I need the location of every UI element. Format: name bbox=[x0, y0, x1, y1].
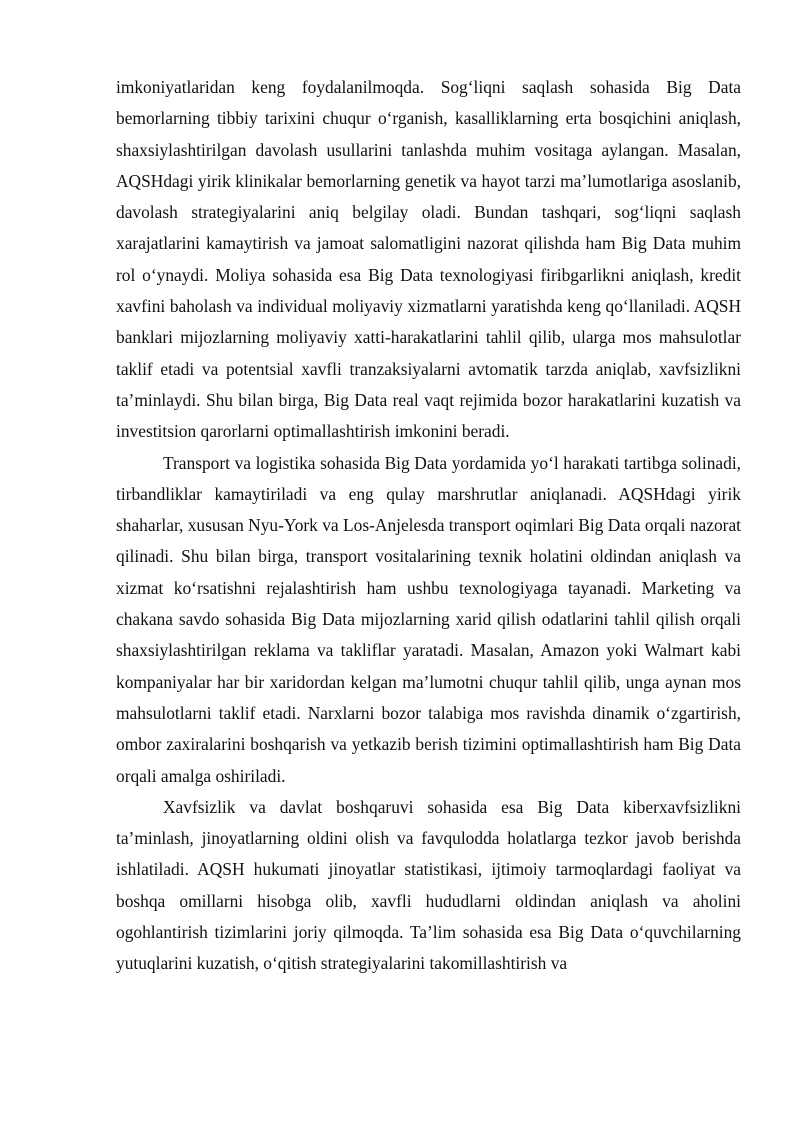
paragraph-3: Xavfsizlik va davlat boshqaruvi sohasida esa Big Data kiberxavfsizlikni ta’minlash, jinoyatlarning oldini olish va favqulodda holatlarga tezkor javob berishda ishlatiladi. AQSH hukumati jinoyatlar statistikasi, ijtimoiy tarmoqlardagi faoliyat va boshqa omillarni hisobga olib, xavfli hududlarni oldindan aniqlash va aholini ogohlantirish tizimlarini joriy qilmoqda. Ta’lim sohasida esa Big Data o‘quvchilarning yutuqlarini kuzatish, o‘qitish strategiyalarini takomillashtirish va bbox=[116, 796, 741, 974]
paragraph-1: imkoniyatlaridan keng foydalanilmoqda. Sog‘liqni saqlash sohasida Big Data bemorlarning tibbiy tarixini chuqur o‘rganish, kasalliklarning erta bosqichini aniqlash, shaxsiylashtirilgan davolash usullarini tanlashda muhim vositaga aylangan. Masalan, AQSHdagi yirik klinikalar bemorlarning genetik va hayot tarzi ma’lumotlariga asoslanib, davolash strategiyalarini aniq belgilay oladi. Bundan tashqari, sog‘liqni saqlash xarajatlarini kamaytirish va jamoat salomatligini nazorat qilishda ham Big Data muhim rol o‘ynaydi. Moliya sohasida esa Big Data texnologiyasi firibgarlikni aniqlash, kredit xavfini baholash va individual moliyaviy xizmatlarni yaratishda keng qo‘llaniladi. AQSH banklari mijozlarning moliyaviy xatti-harakatlarini tahlil qilib, ularga mos mahsulotlar taklif etadi va potentsial xavfli tranzaksiyalarni avtomatik tarzda aniqlab, xavfsizlikni ta’minlaydi. Shu bilan birga, Big Data real vaqt rejimida bozor harakatlarini kuzatish va investitsion qarorlarni optimallashtirish imkonini beradi. bbox=[116, 77, 741, 442]
paragraph-2: Transport va logistika sohasida Big Data yordamida yo‘l harakati tartibga solinadi, tirbandliklar kamaytiriladi va eng qulay marshrutlar aniqlanadi. AQSHdagi yirik shaharlar, xususan Nyu-York va Los-Anjelesda transport oqimlari Big Data orqali nazorat qilinadi. Shu bilan birga, transport vositalarining texnik holatini oldindan aniqlash va xizmat ko‘rsatishni rejalashtirish ham ushbu texnologiyaga tayanadi. Marketing va chakana savdo sohasida Big Data mijozlarning xarid qilish odatlarini tahlil qilish orqali shaxsiylashtirilgan reklama va takliflar yaratadi. Masalan, Amazon yoki Walmart kabi kompaniyalar har bir xaridordan kelgan ma’lumotni chuqur tahlil qilib, unga aynan mos mahsulotlarni taklif etadi. Narxlarni bozor talabiga mos ravishda dinamik o‘zgartirish, ombor zaxiralarini boshqarish va yetkazib berish tizimini optimallashtirish ham Big Data orqali amalga oshiriladi. bbox=[116, 452, 741, 786]
document-page bbox=[116, 72, 741, 980]
